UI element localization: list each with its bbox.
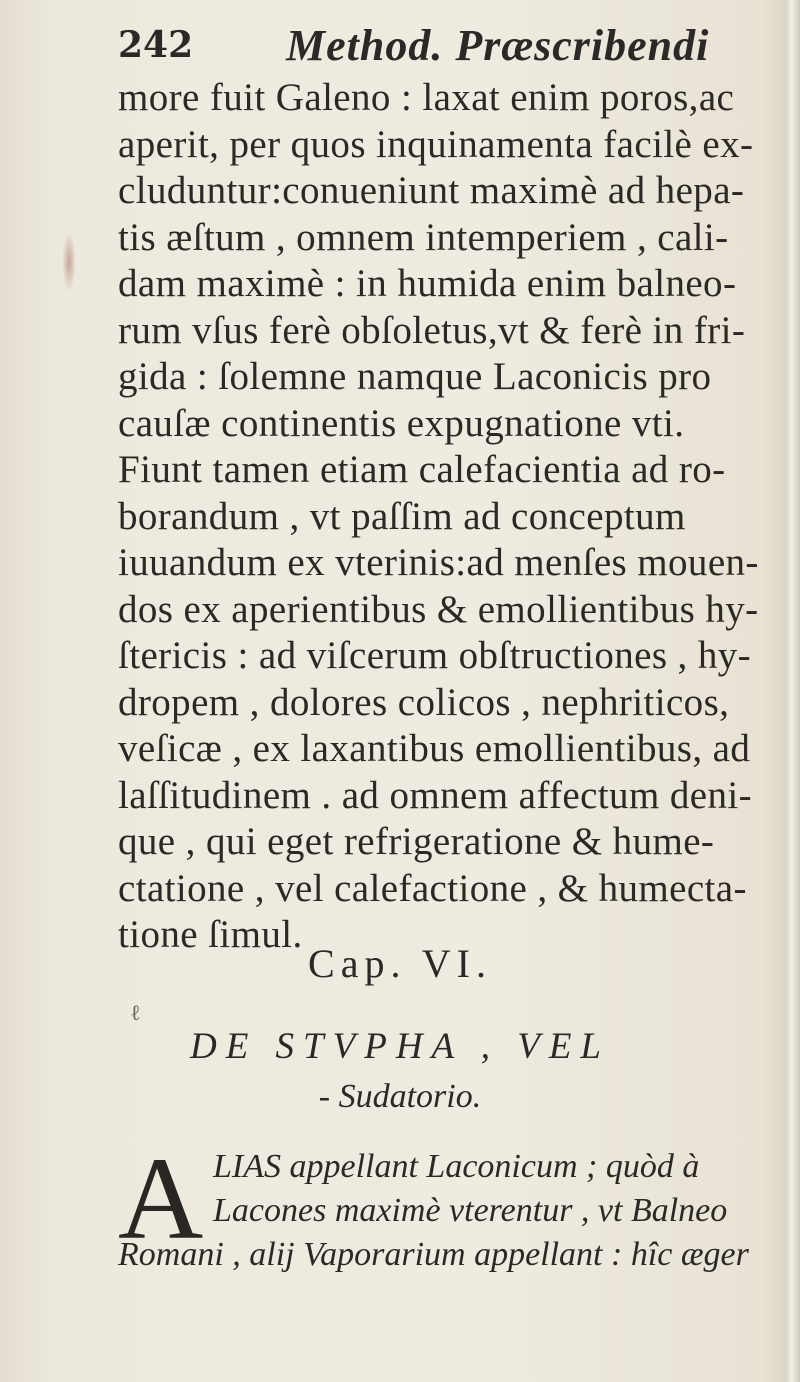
text-line: more fuit Galeno : laxat enim poros,ac <box>118 76 735 119</box>
text-line: tis æſtum , omnem intemperiem , cali- <box>118 215 729 259</box>
text-line: dam maximè : in humida enim balneo- <box>118 262 737 305</box>
page-edge <box>786 0 800 1382</box>
page-header <box>118 18 738 78</box>
text-line: dropem , dolores colicos , nephriticos, <box>118 680 730 724</box>
chapter-opening-text <box>118 1145 788 1277</box>
text-line: ſtericis : ad viſcerum obſtructiones , hy- <box>118 634 752 677</box>
chapter-title: DE STVPHA , VEL <box>189 1026 611 1067</box>
chapter-subtitle: - Sudatorio. <box>318 1078 482 1115</box>
text-line: laſſitudinem . ad omnem affectum deni- <box>118 773 752 817</box>
page-number: 242 <box>118 24 194 66</box>
text-line: Romani , alij Vaporarium appellant : hîc æger <box>118 1236 749 1273</box>
text-line: que , qui eget refrigeratione & hume- <box>118 820 715 863</box>
text-line: rum vſus ferè obſoletus,vt & ferè in fri- <box>118 308 746 352</box>
text-line: dos ex aperientibus & emollientibus hy- <box>118 587 759 631</box>
marginal-mark: ℓ <box>130 1000 141 1025</box>
text-line: Lacones maximè vterentur , vt Balneo <box>213 1192 728 1229</box>
text-line: iuuandum ex vterinis:ad menſes mouen- <box>118 541 759 584</box>
text-line: aperit, per quos inquinamenta facilè ex- <box>118 122 754 166</box>
ink-stain <box>62 232 76 292</box>
text-line: veſicæ , ex laxantibus emollientibus, ad <box>118 727 751 770</box>
text-line: cauſæ continentis expugnatione vti. <box>118 401 685 445</box>
text-line: Fiunt tamen etiam calefacientia ad ro- <box>118 448 726 491</box>
text-line: gida : ſolemne namque Laconicis pro <box>118 355 712 398</box>
text-line: tione ſimul. <box>118 913 303 956</box>
running-title: Method. Præscribendi <box>286 21 710 70</box>
text-line: ctatione , vel calefactione , & humecta- <box>118 866 747 910</box>
body-text <box>118 75 788 959</box>
text-line: borandum , vt paſſim ad conceptum <box>118 494 686 538</box>
drop-cap: A <box>118 1133 204 1264</box>
chapter-heading: Cap. VI. <box>308 941 492 986</box>
text-line: cluduntur:conueniunt maximè ad hepa- <box>118 169 745 212</box>
text-line: LIAS appellant Laconicum ; quòd à <box>213 1148 700 1185</box>
